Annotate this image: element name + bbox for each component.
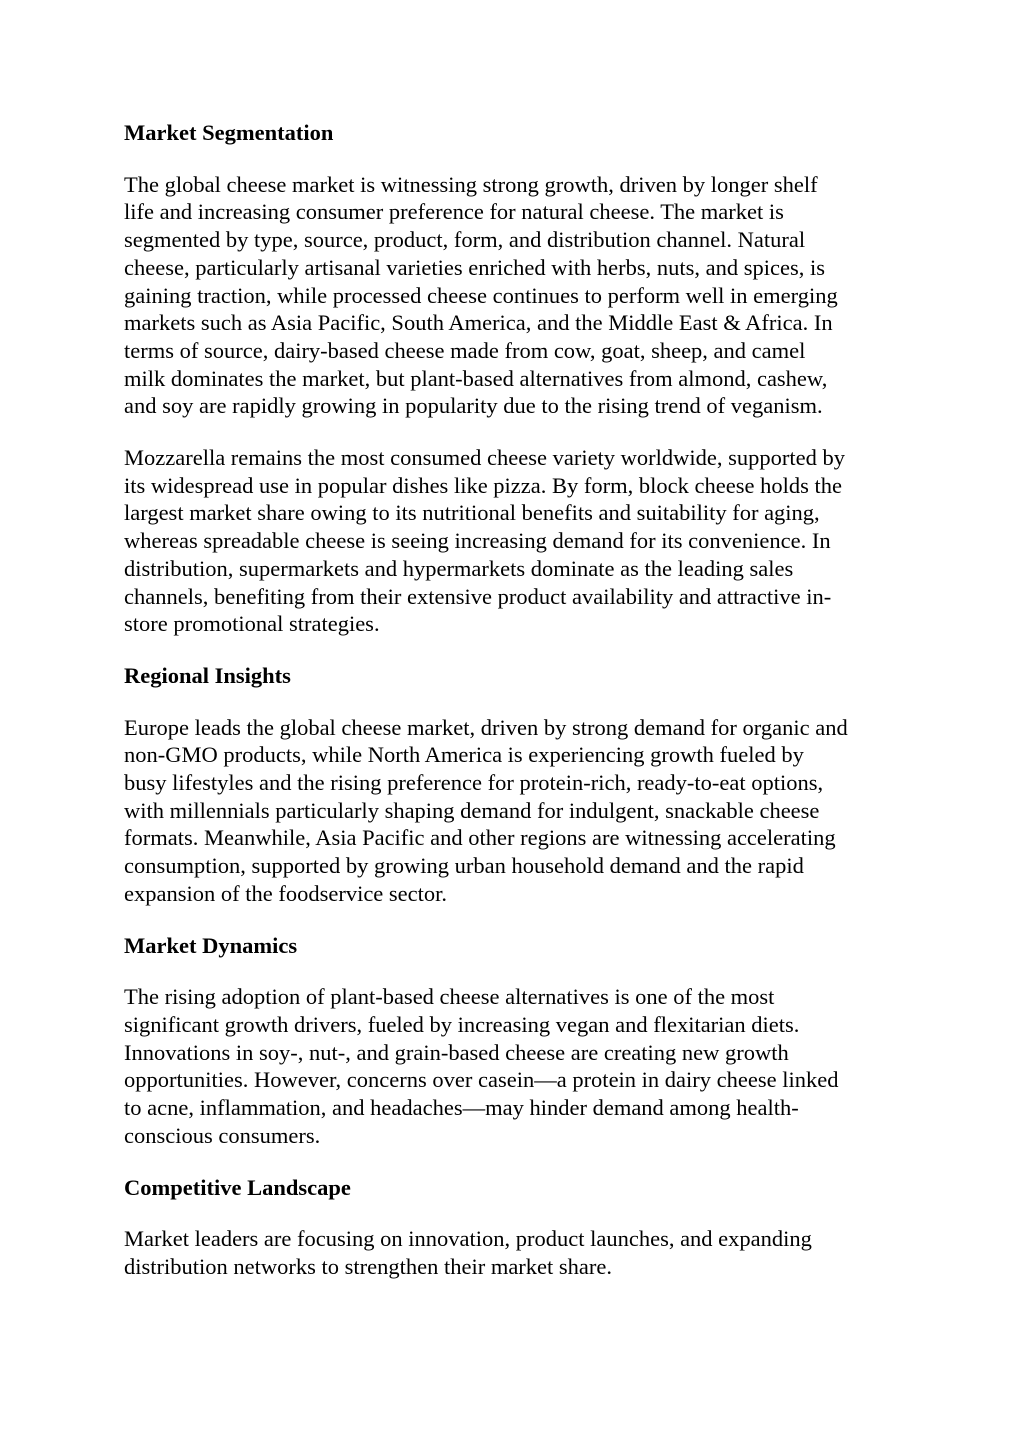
section-heading-competitive-landscape: Competitive Landscape [124,1174,351,1200]
section-heading-regional-insights: Regional Insights [124,662,291,688]
paragraph-market-dynamics: The rising adoption of plant-based cheese alternatives is one of the most significant growth drivers, fueled by increasing vegan and flexitarian diets. Innovations in soy-, nut-, and grain-based cheese are creating new growth opportunities. However, concerns over casein—a protein in dairy cheese linked to acne, inflammation, and headaches—may hinder demand among health- conscious consumers. [124,984,839,1148]
paragraph-market-segmentation-1: The global cheese market is witnessing strong growth, driven by longer shelf life and increasing consumer preference for natural cheese. The market is segmented by type, source, product, form, and distribution channel. Natural cheese, particularly artisanal varieties enriched with herbs, nuts, and spices, is gaining traction, while processed cheese continues to perform well in emerging markets such as Asia Pacific, South America, and the Middle East & Africa. In terms of source, dairy-based cheese made from cow, goat, sheep, and camel milk dominates the market, but plant-based alternatives from almond, cashew, and soy are rapidly growing in popularity due to the rising trend of veganism. [124,171,838,419]
document-body [124,119,914,1281]
paragraph-market-segmentation-2: Mozzarella remains the most consumed cheese variety worldwide, supported by its widespread use in popular dishes like pizza. By form, block cheese holds the largest market share owing to its nutritional benefits and suitability for aging, whereas spreadable cheese is seeing increasing demand for its convenience. In distribution, supermarkets and hypermarkets dominate as the leading sales channels, benefiting from their extensive product availability and attractive in- store promotional strategies. [124,445,846,637]
paragraph-regional-insights: Europe leads the global cheese market, driven by strong demand for organic and non-GMO products, while North America is experiencing growth fueled by busy lifestyles and the rising preference for protein-rich, ready-to-eat options, with millennials particularly shaping demand for indulgent, snackable cheese formats. Meanwhile, Asia Pacific and other regions are witnessing accelerating consumption, supported by growing urban household demand and the rapid expansion of the foodservice sector. [124,714,848,906]
section-heading-market-dynamics: Market Dynamics [124,932,298,958]
paragraph-competitive-landscape: Market leaders are focusing on innovation, product launches, and expanding distribution networks to strengthen their market share. [124,1226,812,1279]
section-heading-market-segmentation: Market Segmentation [124,120,334,145]
